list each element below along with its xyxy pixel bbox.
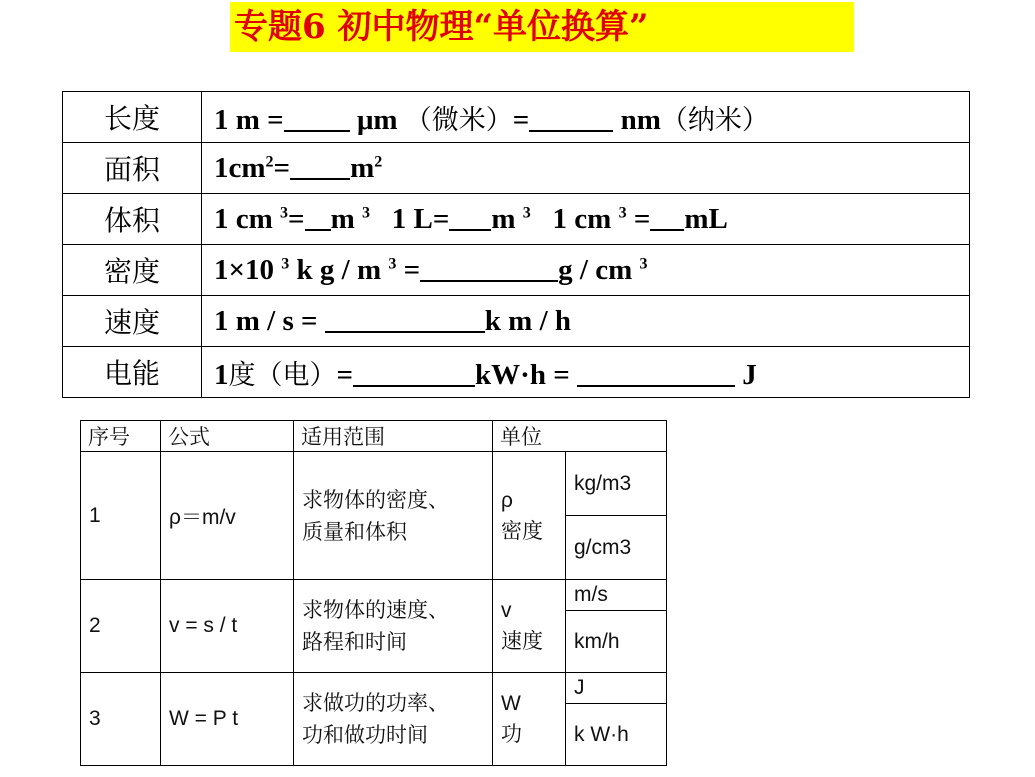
row-content: 1 m = μm （微米）= nm（纳米） <box>202 92 970 143</box>
conversion-row-area <box>63 143 970 194</box>
row-label: 密度 <box>63 245 202 296</box>
answer-blank[interactable] <box>284 106 350 132</box>
row-quantity <box>493 673 566 766</box>
row-label: 体积 <box>63 194 202 245</box>
answer-blank[interactable] <box>353 361 475 387</box>
formula-header-row <box>81 421 667 452</box>
quantity-symbol: v <box>501 599 512 622</box>
row-label: 长度 <box>63 92 202 143</box>
conversion-row-energy <box>63 347 970 398</box>
row-content: 1 cm $^3$= m $^3$ 1 L= m $^3$ 1 cm $^3$ = mL <box>202 194 970 245</box>
row-content: 1度（电）= kW·h = J <box>202 347 970 398</box>
row-no: 3 <box>81 673 161 766</box>
quantity-name: 功 <box>501 722 522 746</box>
formula-row <box>81 673 667 704</box>
formula-row <box>81 452 667 516</box>
header-formula: 公式 <box>161 421 294 452</box>
header-unit: 单位 <box>493 421 667 452</box>
quantity-symbol: W <box>501 692 521 715</box>
row-label: 电能 <box>63 347 202 398</box>
unit-cell: J <box>566 673 667 704</box>
unit-cell: kg/m3 <box>566 452 667 516</box>
quantity-name: 密度 <box>501 518 543 543</box>
conversion-row-speed <box>63 296 970 347</box>
formula-table <box>80 420 667 766</box>
header-range: 适用范围 <box>294 421 493 452</box>
row-label: 面积 <box>63 143 202 194</box>
answer-blank[interactable] <box>420 256 558 282</box>
unit-cell: km/h <box>566 611 667 673</box>
quantity-symbol: ρ <box>501 488 513 512</box>
conversion-row-length <box>63 92 970 143</box>
unit-cell: k W·h <box>566 704 667 766</box>
row-content: $1cm^2= m^2$ <box>202 143 970 194</box>
row-no: 2 <box>81 580 161 673</box>
row-quantity <box>493 452 566 580</box>
page-title: 专题6 初中物理“单位换算” <box>230 2 854 52</box>
answer-blank[interactable] <box>290 154 350 180</box>
header-no: 序号 <box>81 421 161 452</box>
row-formula: v = s / t <box>161 580 294 673</box>
row-range: 求物体的速度、 路程和时间 <box>294 580 493 673</box>
row-formula: ρ＝m/v <box>161 452 294 580</box>
row-range: 求物体的密度、 质量和体积 <box>294 452 493 580</box>
answer-blank[interactable] <box>577 361 735 387</box>
conversion-row-density <box>63 245 970 296</box>
answer-blank[interactable] <box>529 106 613 132</box>
quantity-name: 速度 <box>501 629 543 653</box>
answer-blank[interactable] <box>449 205 491 231</box>
row-quantity <box>493 580 566 673</box>
row-content: 1 m / s = k m / h <box>202 296 970 347</box>
conversion-table <box>62 91 970 398</box>
unit-cell: g/cm3 <box>566 516 667 580</box>
row-range: 求做功的功率、 功和做功时间 <box>294 673 493 766</box>
row-label: 速度 <box>63 296 202 347</box>
row-no: 1 <box>81 452 161 580</box>
answer-blank[interactable] <box>650 205 684 231</box>
row-content: 1×10 $^3$ k g / m $^3$ = g / cm $^3$ <box>202 245 970 296</box>
answer-blank[interactable] <box>325 307 485 333</box>
row-formula: W = P t <box>161 673 294 766</box>
formula-row <box>81 580 667 611</box>
unit-cell: m/s <box>566 580 667 611</box>
answer-blank[interactable] <box>305 205 331 231</box>
conversion-row-volume <box>63 194 970 245</box>
